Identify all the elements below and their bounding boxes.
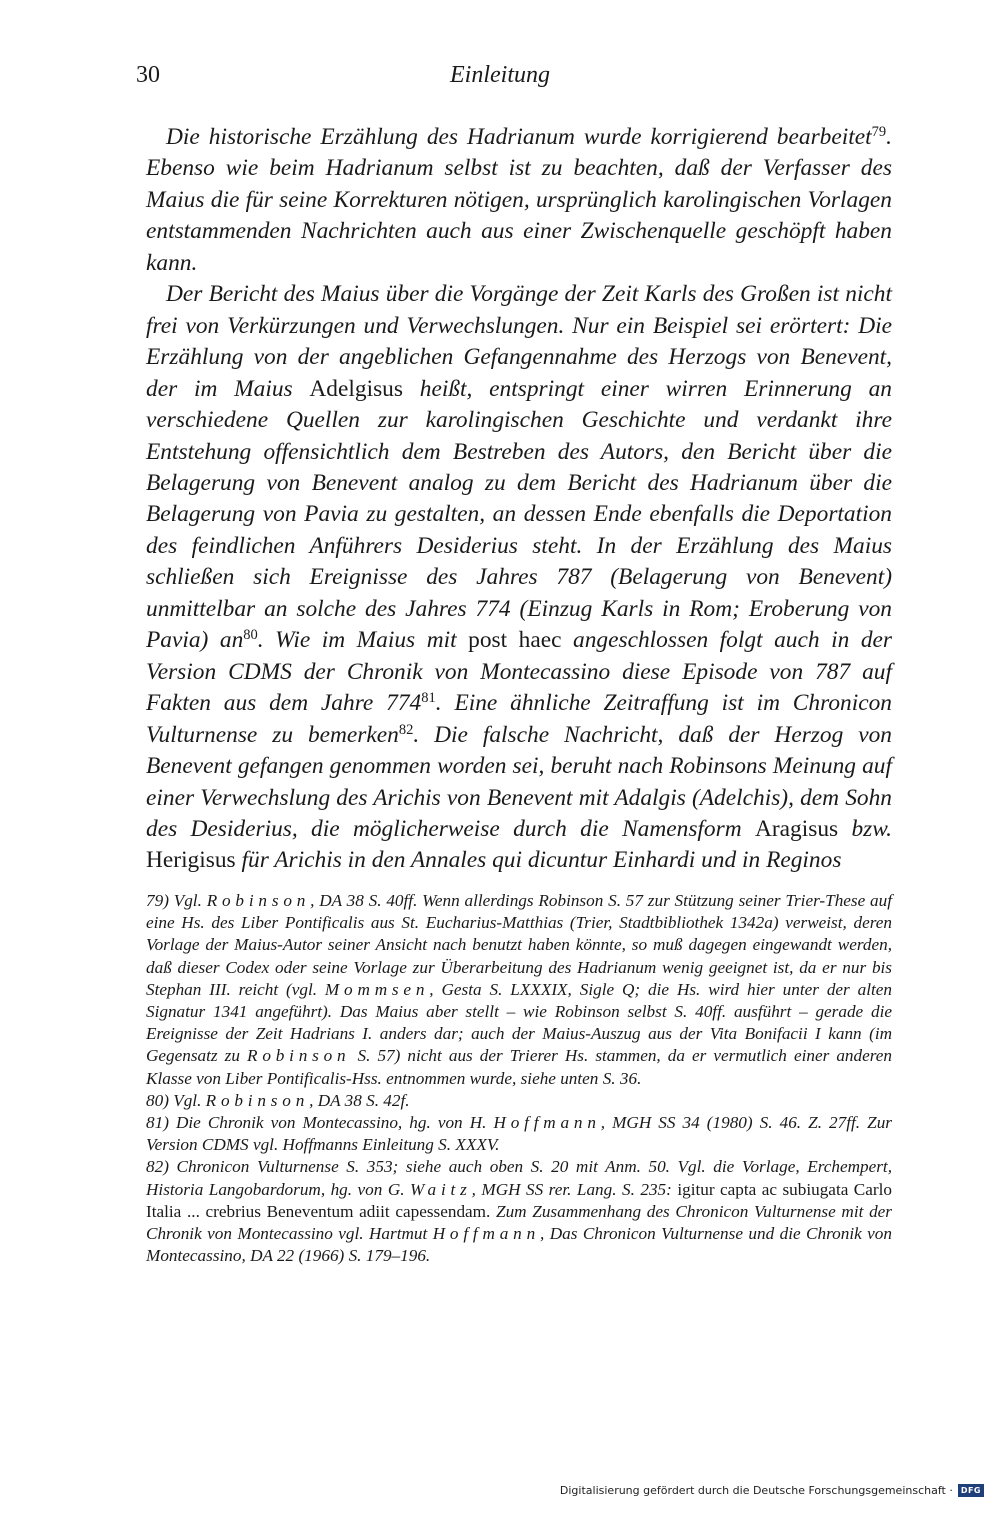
footnote-ref-82: 82 <box>398 721 414 738</box>
text-run: , MGH SS rer. Lang. S. 235: <box>471 1179 678 1199</box>
text-run: angeschlossen folgt auch in der Version CDMS der Chronik von Montecassino diese Episode von 787 auf Fakten aus dem Jahre 774 <box>146 627 893 717</box>
dfg-logo-icon: DFG <box>958 1484 984 1497</box>
author-name: Robinson <box>206 891 311 910</box>
text-run: 82) Chronicon Vulturnense S. 353; siehe auch oben S. 20 mit Anm. 50. Vgl. die Vorlage, Erchempert, Historia Langobardorum, hg. von G. <box>146 1157 892 1199</box>
footnote-ref-79: 79 <box>871 124 887 141</box>
text-run: , Das Chronicon Vulturnense und die Chronik von Montecassino, DA 22 (1966) S. 179–196. <box>146 1224 892 1266</box>
paragraph-2 <box>146 279 892 877</box>
footer-text: Digitalisierung gefördert durch die Deutsche Forschungsgemeinschaft · <box>559 1484 953 1497</box>
author-name: Waitz <box>410 1179 472 1199</box>
page-number: 30 <box>136 62 160 88</box>
footnote-79 <box>146 890 892 1090</box>
author-name: Mommsen <box>324 979 430 999</box>
text-run: . Wie im Maius mit <box>257 627 469 654</box>
text-run: . Eine ähnliche Zeitraffung ist im Chronicon Vulturnense zu bemerken <box>146 690 892 748</box>
digitization-footer <box>560 1484 984 1497</box>
text-run: , DA 38 S. 40ff. Wenn allerdings Robinson S. 57 zur Stützung seiner Trier-These auf eine Hs. des Liber Pontificalis aus St. Eucharius-Matthias (Trier, Stadtbibliothek 1342a) verweist, deren Vorlage der Maius-Autor seiner Ansicht nach benutzt haben könnte, so muß dagegen eingewandt werden, daß dieser Codex oder seine Vorlage zur Überarbeitung des Hadrianum wenig geeignet ist, da er nur bis Stephan III. reicht (vgl. <box>146 891 892 999</box>
text-run: , Gesta S. LXXXIX, Sigle Q; die Hs. wird hier unter der alten Signatur 1341 angeführt). Das Maius aber stellt – wie Robinson selbst S. 40ff. ausführt – gerade die Ereignisse der Zeit Hadrians I. anders dar; auch der Maius-Auszug aus der Vita Bonifacii I kann (im Gegensatz zu <box>146 979 892 1066</box>
text-run: bzw. <box>838 815 892 842</box>
text-run: 81) Die Chronik von Montecassino, hg. von H. <box>146 1113 494 1133</box>
main-text <box>146 122 892 877</box>
name-adelgisus: Adelgisus <box>309 375 403 402</box>
text-run: Der Bericht des Maius über die Vorgänge der Zeit Karls des Großen ist nicht frei von Verkürzungen und Verwechslungen. Nur ein Beispiel sei erörtert: Die Erzählung von der angeblichen Gefangennahme des Herzogs von Benevent, der im Maius <box>146 281 892 402</box>
text-run: Die historische Erzählung des Hadrianum wurde korrigierend bearbeitet <box>166 124 872 150</box>
footnote-80 <box>146 1090 892 1112</box>
author-name: Hoffmann <box>493 1113 601 1133</box>
footnote-ref-81: 81 <box>421 690 436 707</box>
author-name: Robinson <box>205 1090 310 1110</box>
text-run: , DA 38 S. 42f. <box>309 1090 410 1110</box>
text-run: für Arichis in den Annales qui dicuntur Einhardi und in Reginos <box>235 847 842 874</box>
text-run: , MGH SS 34 (1980) S. 46. Z. 27ff. Zur Version CDMS vgl. Hoffmanns Einleitung S. XXXV. <box>146 1113 892 1155</box>
footnote-ref-80: 80 <box>243 627 258 644</box>
author-name: Robinson <box>247 1046 351 1066</box>
text-run: 79) Vgl. <box>146 891 207 910</box>
name-aragisus: Aragisus <box>754 815 839 842</box>
text-run: . Ebenso wie beim Hadrianum selbst ist zu beachten, daß der Verfasser des Maius die für seine Korrekturen nötigen, ursprünglich karolingischen Vorlagen entstammenden Nachrichten auch aus einer Zwischenquelle geschöpft haben kann. <box>146 124 892 276</box>
footnote-81 <box>146 1112 892 1156</box>
text-run: heißt, entspringt einer wirren Erinnerung an verschiedene Quellen zur karolingischen Geschichte und verdankt ihre Entstehung offensichtlich dem Bestreben des Autors, den Bericht über die Belagerung von Benevent analog zu dem Bericht des Hadrianum über die Belagerung von Pavia zu gestalten, an dessen Ende ebenfalls die Deportation des feindlichen Anführers Desiderius steht. In der Erzählung des Maius schließen sich Ereignisse des Jahres 787 (Belagerung von Benevent) unmittelbar an solche des Jahres 774 (Einzug Karls in Rom; Eroberung von Pavia) an <box>146 375 892 654</box>
text-run: Zum Zusammenhang des Chronicon Vulturnense mit der Chronik von Montecassino vgl. Hartmut <box>146 1201 892 1244</box>
text-run: S. 57) nicht aus der Trierer Hs. stammen, da er vermutlich einer anderen Klasse von Liber Pontificalis-Hss. entnommen wurde, siehe unten S. 36. <box>146 1046 893 1088</box>
text-run: . Die falsche Nachricht, daß der Herzog von Benevent gefangen genommen worden sei, beruht nach Robinsons Meinung auf einer Verwechslung des Arichis von Benevent mit Adalgis (Adelchis), dem Sohn des Desiderius, die möglicherweise durch die Namensform <box>146 721 892 842</box>
footnotes <box>146 890 892 1267</box>
name-herigisus: Herigisus <box>146 847 236 874</box>
latin-quotation: igitur capta ac subiugata Carlo Italia ... crebrius Beneventum adiit capessendam. <box>146 1179 892 1221</box>
footnote-82 <box>146 1156 892 1267</box>
author-name: Hoffmann <box>432 1224 540 1244</box>
running-title: Einleitung <box>450 62 550 88</box>
text-run: 80) Vgl. <box>146 1090 206 1110</box>
paragraph-1 <box>146 122 892 279</box>
quote-post-haec: post haec <box>468 627 562 654</box>
